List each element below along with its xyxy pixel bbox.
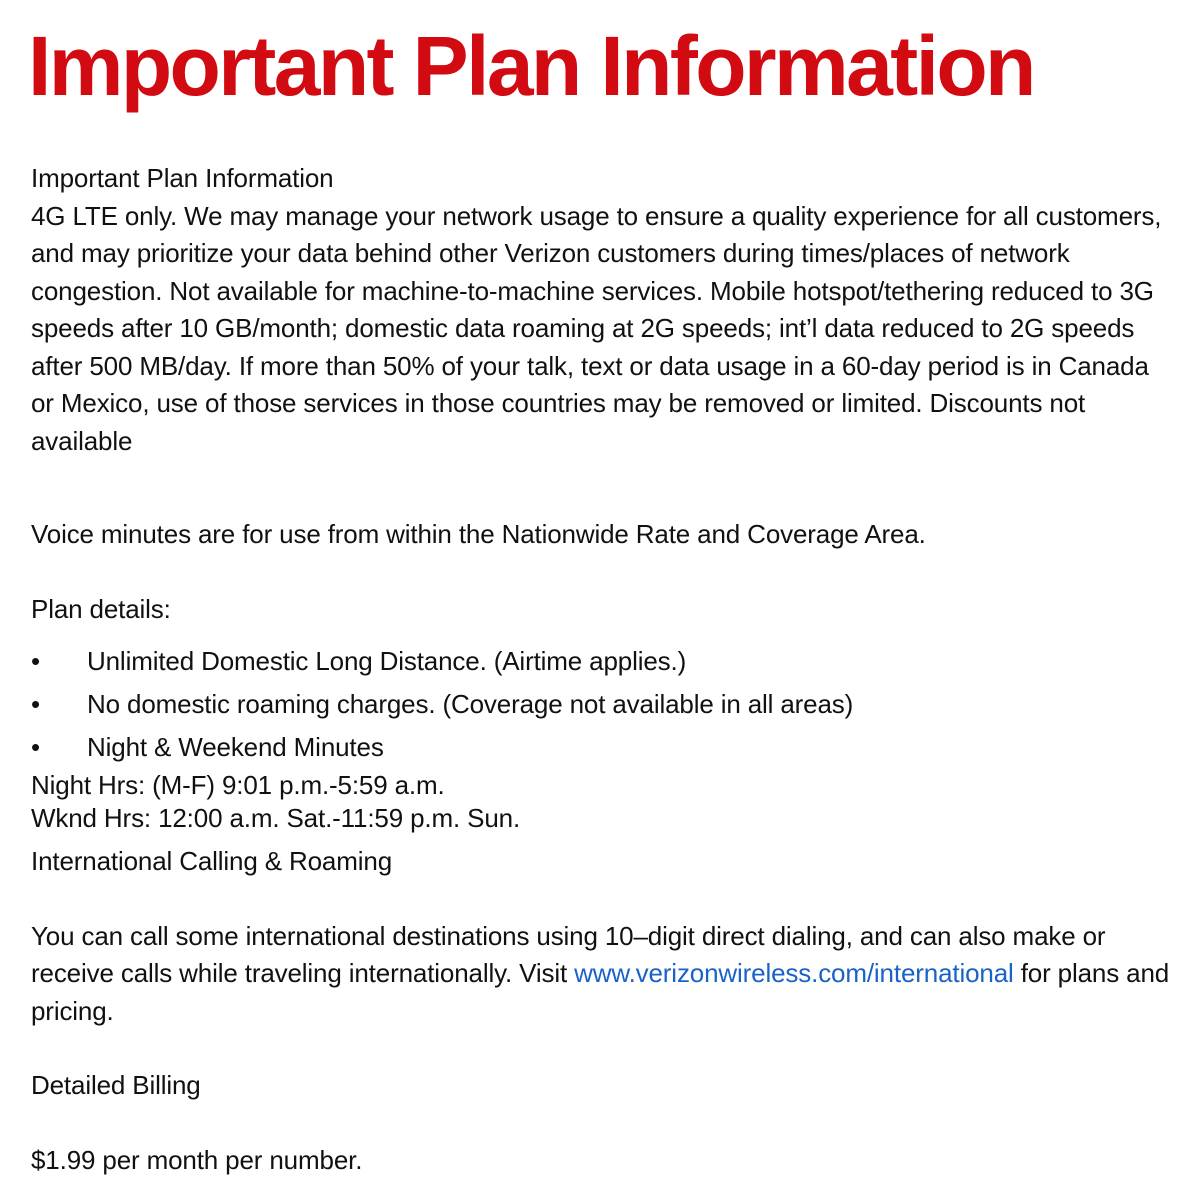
international-heading: International Calling & Roaming <box>31 846 393 876</box>
page-title: Important Plan Information <box>28 19 1034 113</box>
list-item <box>31 726 1171 769</box>
international-link[interactable]: www.verizonwireless.com/international <box>574 958 1014 988</box>
plan-information-content <box>31 160 1171 1179</box>
billing-heading: Detailed Billing <box>31 1070 201 1100</box>
international-text-before-link: You can call some international destinations using 10–digit direct dialing, and can also make or receive calls while traveling internationally. Visit <box>31 920 1106 988</box>
bullet-icon: • <box>31 732 40 762</box>
list-item <box>31 640 1171 683</box>
plan-details-heading: Plan details: <box>31 593 171 624</box>
international-text <box>31 918 1171 1031</box>
night-hours: Night Hrs: (M-F) 9:01 p.m.-5:59 a.m. <box>31 770 445 800</box>
plan-detail-text: No domestic roaming charges. (Coverage not available in all areas) <box>87 689 854 719</box>
billing-price: $1.99 per month per number. <box>31 1144 363 1175</box>
weekend-hours: Wknd Hrs: 12:00 a.m. Sat.-11:59 p.m. Sun. <box>31 803 521 833</box>
bullet-icon: • <box>31 689 40 719</box>
plan-detail-text: Unlimited Domestic Long Distance. (Airtime applies.) <box>87 646 687 676</box>
voice-minutes-note: Voice minutes are for use from within the Nationwide Rate and Coverage Area. <box>31 519 926 549</box>
list-item <box>31 683 1171 726</box>
international-text-after-link: for plans and pricing. <box>31 958 1170 1026</box>
intro-body: 4G LTE only. We may manage your network usage to ensure a quality experience for all customers, and may prioritize your data behind other Verizon customers during times/places of network congestion. Not available for machine-to-machine services. Mobile hotspot/tethering reduced to 3G speeds after 10 GB/month; domestic data roaming at 2G speeds; int’l data reduced to 2G speeds after 500 MB/day. If more than 50% of your talk, text or data usage in a 60-day period is in Canada or Mexico, use of those services in those countries may be removed or limited. Discounts not available <box>31 200 1162 456</box>
plan-details-list <box>31 640 1171 769</box>
bullet-icon: • <box>31 646 40 676</box>
plan-detail-text: Night & Weekend Minutes <box>87 732 384 762</box>
intro-heading: Important Plan Information <box>31 163 334 193</box>
